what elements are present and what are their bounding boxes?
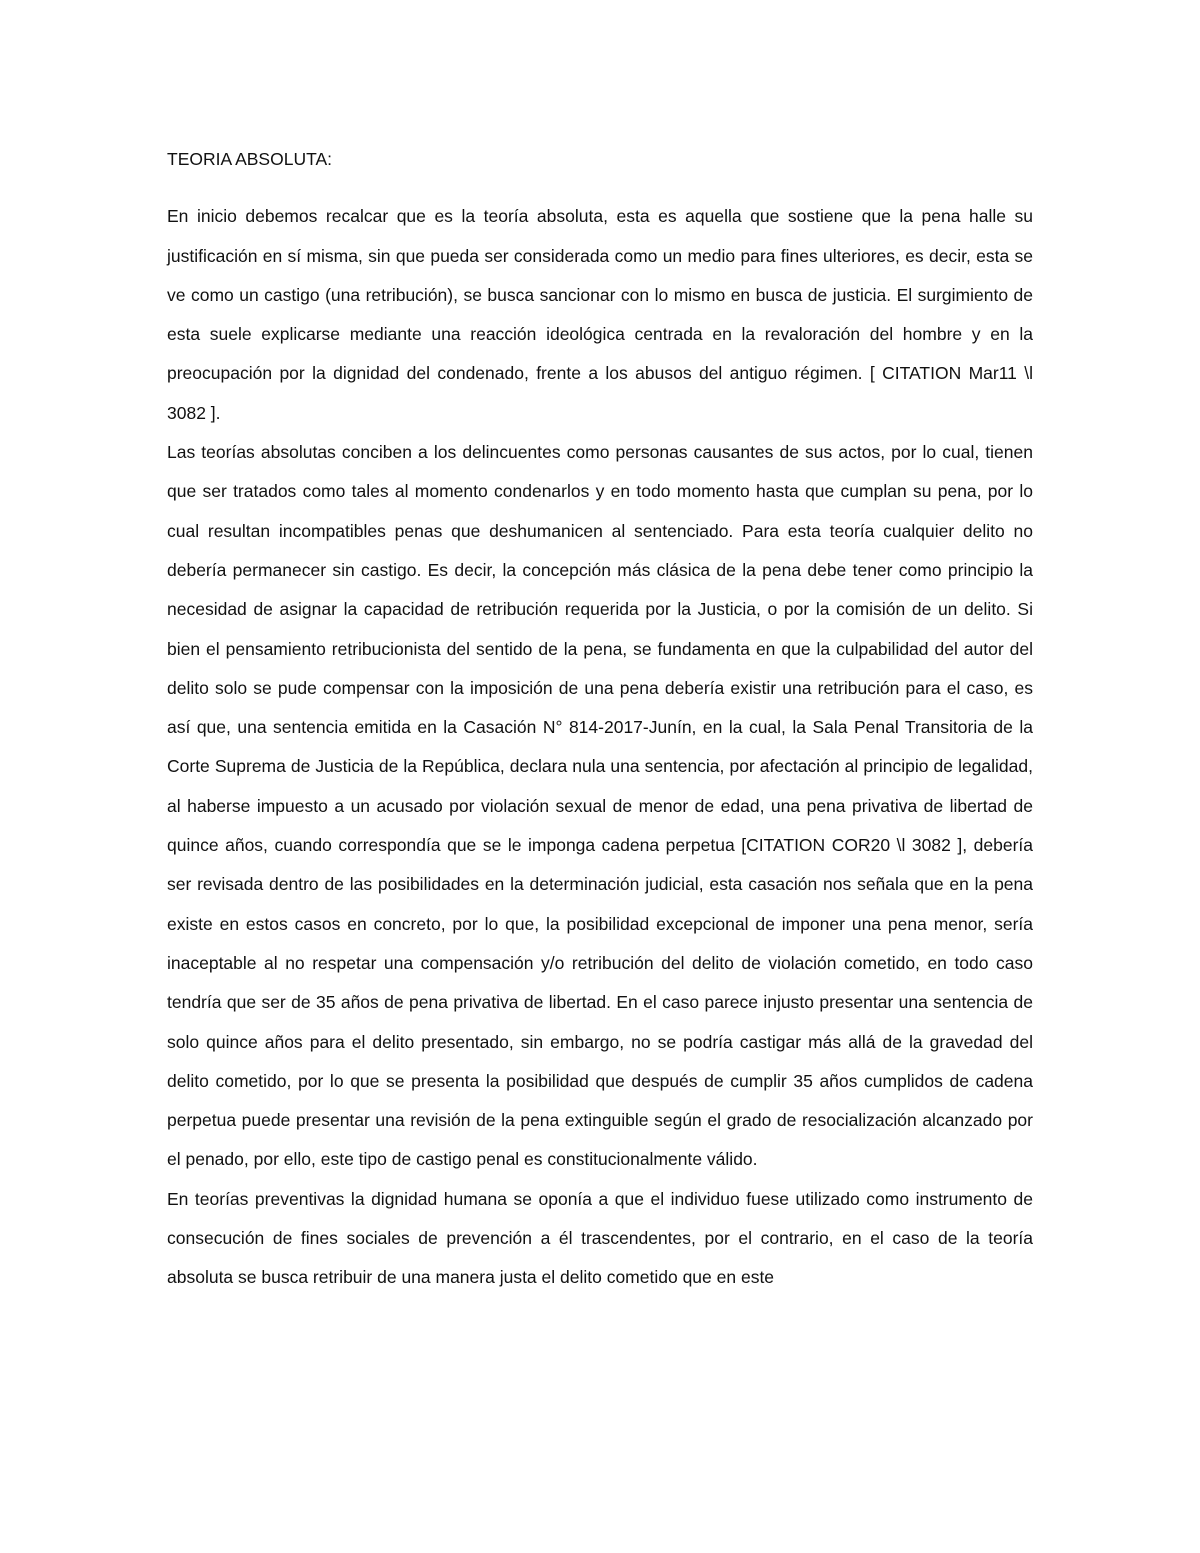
paragraph-3: En teorías preventivas la dignidad humana se oponía a que el individuo fuese utilizado como instrumento de consecución de fines sociales de prevención a él trascendentes, por el contrario, en el caso de la teoría absoluta se busca retribuir de una manera justa el delito cometido que en este [167,1188,1033,1288]
section-heading: TEORIA ABSOLUTA: [167,149,333,169]
document-page [167,140,1033,1298]
paragraph-1: En inicio debemos recalcar que es la teoría absoluta, esta es aquella que sostiene que la pena halle su justificación en sí misma, sin que pueda ser considerada como un medio para fines ulteriores, es decir, esta se ve como un castigo (una retribución), se busca sancionar con lo mismo en busca de justicia. El surgimiento de esta suele explicarse mediante una reacción ideológica centrada en la revaloración del hombre y en la preocupación por la dignidad del condenado, frente a los abusos del antiguo régimen. [ CITATION Mar11 \l 3082 ]. [167,206,1033,423]
paragraph-2: Las teorías absolutas conciben a los delincuentes como personas causantes de sus actos, por lo cual, tienen que ser tratados como tales al momento condenarlos y en todo momento hasta que cumplan su pena, por lo cual resultan incompatibles penas que deshumanicen al sentenciado. Para esta teoría cualquier delito no debería permanecer sin castigo. Es decir, la concepción más clásica de la pena debe tener como principio la necesidad de asignar la capacidad de retribución requerida por la Justicia, o por la comisión de un delito. Si bien el pensamiento retribucionista del sentido de la pena, se fundamenta en que la culpabilidad del autor del delito solo se pude compensar con la imposición de una pena debería existir una retribución para el caso, es así que, una sentencia emitida en la Casación N° 814-2017-Junín, en la cual, la Sala Penal Transitoria de la Corte Suprema de Justicia de la República, declara nula una sentencia, por afectación al principio de legalidad, al haberse impuesto a un acusado por violación sexual de menor de edad, una pena privativa de libertad de quince años, cuando correspondía que se le imponga cadena perpetua [CITATION COR20 \l 3082 ], debería ser revisada dentro de las posibilidades en la determinación judicial, esta casación nos señala que en la pena existe en estos casos en concreto, por lo que, la posibilidad excepcional de imponer una pena menor, sería inaceptable al no respetar una compensación y/o retribución del delito de violación cometido, en todo caso tendría que ser de 35 años de pena privativa de libertad. En el caso parece injusto presentar una sentencia de solo quince años para el delito presentado, sin embargo, no se podría castigar más allá de la gravedad del delito cometido, por lo que se presenta la posibilidad que después de cumplir 35 años cumplidos de cadena perpetua puede presentar una revisión de la pena extinguible según el grado de resocialización alcanzado por el penado, por ello, este tipo de castigo penal es constitucionalmente válido. [167,442,1033,1170]
